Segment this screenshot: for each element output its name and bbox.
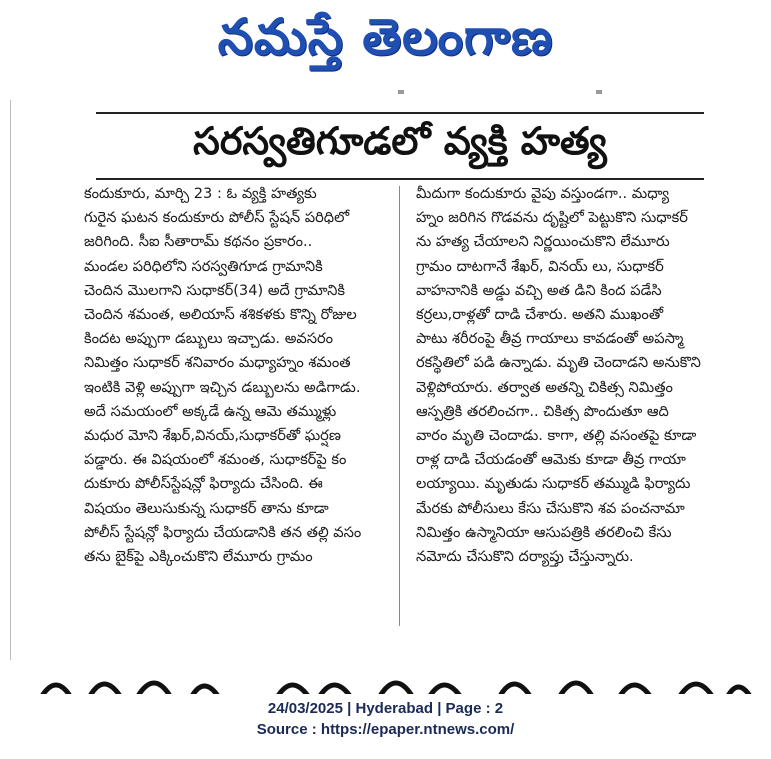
text-line: ఆస్పత్రికి తరలించగా.. చికిత్స పొందుతూ ఆది [416,402,669,420]
newspaper-logo: నమస్తే తెలంగాణ [217,8,554,66]
text-line: వాహనానికి అడ్డు వచ్చి అత డిని కింద పడేసి [416,281,662,299]
cutoff-glyphs [20,656,760,696]
text-line: మీదుగా కందుకూరు వైపు వస్తుండగా.. మధ్యా [416,185,670,202]
text-line: పోలీస్ స్టేషన్లో ఫిర్యాదు చేయడానికి తన తల్లి వసం [84,523,362,541]
article-column-left [84,182,384,569]
text-line: మధుర మోని శేఖర్,వినయ్,సుధాకర్‌తో ఘర్షణ [84,427,341,445]
text-line: నిమిత్తం ఉస్మానియా ఆసుపత్రికి తరలించి కేసు [416,523,672,541]
article-column-right [416,182,718,569]
edge-mark [596,90,602,94]
clip-footer [0,694,771,759]
text-line: గ్రామం దాటగానే శేఖర్, వినయ్ లు, సుధాకర్ [416,257,664,275]
text-line: కిందట అప్పుగా డబ్బులు ఇచ్చాడు. అవసరం [84,330,334,348]
text-line: రకస్థితిలో పడి ఉన్నాడు. మృతి చెందాడని అనుకొని [416,354,701,372]
text-line: పడ్డారు. ఈ విషయంలో శమంత, సుధాకర్‌పై కం [84,451,347,469]
text-line: ను హత్య చేయాలని నిర్ణయించుకొని లేమూరు [416,233,670,251]
text-line: తను బైక్‌పై ఎక్కించుకొని లేమూరు గ్రామం [84,548,313,566]
text-line: హ్నం జరిగిన గొడవను దృష్టిలో పెట్టుకొని సుధాకర్ [416,209,688,227]
text-line: లయ్యాయి. మృతుడు సుధాకర్ తమ్ముడి ఫిర్యాదు [416,475,691,493]
text-line: చెందిన శమంత, అలియాస్ శశికళకు కొన్ని రోజుల [84,306,357,324]
text-line: ఇంటికి వెళ్లి అప్పుగా ఇచ్చిన డబ్బులను అడిగాడు. [84,378,361,396]
column-divider [399,186,400,626]
text-line: వెళ్లిపోయారు. తర్వాత అతన్ని చికిత్స నిమిత్తం [416,378,673,396]
text-line: వారం మృతి చెందాడు. కాగా, తల్లి వసంతపై కూడా [416,427,697,445]
text-line: మండల పరిధిలోని సరస్వతిగూడ గ్రామానికి [84,257,323,275]
text-line: కందుకూరు, మార్చి 23 : ఓ వ్యక్తి హత్యకు [84,185,317,202]
next-headline-cutoff [20,656,760,696]
text-line: గురైన ఘటన కందుకూరు పోలీస్ స్టేషన్ పరిధిలో [84,209,350,227]
text-line: అదే సమయంలో అక్కడే ఉన్న ఆమె తమ్ముళ్లు [84,402,337,420]
text-line: జరిగింది. సీఐ సీతారామ్ కథనం ప్రకారం.. [84,233,313,251]
clip-source-link[interactable]: Source : https://epaper.ntnews.com/ [256,721,515,738]
text-line: కర్రలు,రాళ్లతో దాడి చేశారు. అతని ముఖంతో [416,306,664,324]
edge-mark [398,90,404,94]
text-line: దుకూరు పోలీస్‌స్టేషన్లో ఫిర్యాదు చేసింది. ఈ [84,475,323,493]
text-line: నిమిత్తం సుధాకర్ శనివారం మధ్యాహ్నం శమంత [84,354,351,372]
article-headline: సరస్వతిగూడలో వ్యక్తి హత్య [193,119,607,163]
text-line: చెందిన మొలగాని సుధాకర్(34) అదే గ్రామానికి [84,281,345,299]
headline-box [96,112,704,180]
text-line: మేరకు పోలీసులు కేసు చేసుకొని శవ పంచనామా [416,499,685,517]
clip-top-edge [0,84,771,102]
left-margin-rule [10,100,11,660]
masthead [0,0,771,78]
text-line: విషయం తెలుసుకున్న సుధాకర్ తాను కూడా [84,499,329,517]
text-line: పాటు శరీరంపై తీవ్ర గాయాలు కావడంతో అపస్మా [416,330,684,348]
text-line: రాళ్ల దాడి చేయడంతో ఆమెకు కూడా తీవ్ర గాయా [416,451,686,469]
clip-meta: 24/03/2025 | Hyderabad | Page : 2 [267,700,504,717]
text-line: నమోదు చేసుకొని దర్యాప్తు చేస్తున్నారు. [416,548,634,566]
